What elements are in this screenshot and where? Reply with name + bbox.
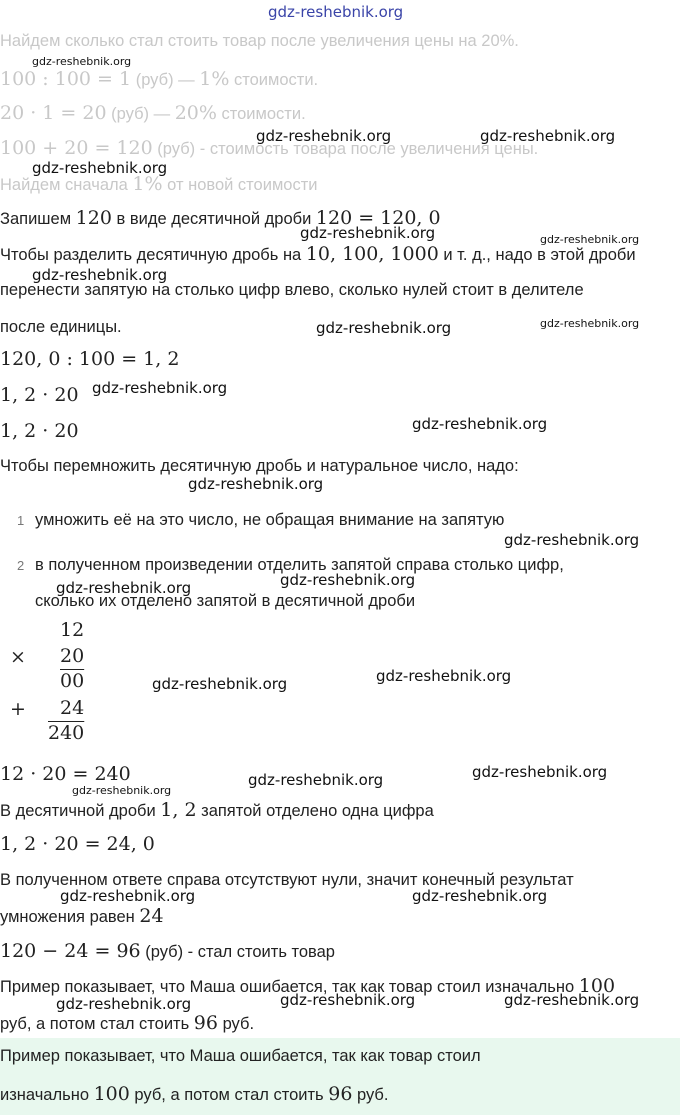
column-result: 240 (48, 722, 85, 744)
math: 100 (93, 1083, 130, 1105)
faded-text: (руб) — (131, 71, 200, 89)
watermark: gdz-reshebnik.org (32, 266, 168, 284)
column-num: 24 (60, 697, 85, 719)
watermark: gdz-reshebnik.org (316, 319, 452, 337)
faded-line-1: Найдем сколько стал стоить товар после увеличения цены на 20%. (0, 32, 519, 50)
watermark: gdz-reshebnik.org (92, 379, 228, 397)
math: 96 (328, 1083, 353, 1105)
faded-line-2 (0, 68, 318, 90)
watermark: gdz-reshebnik.org (256, 127, 392, 145)
math-line: 1, 2 · 20 (0, 420, 79, 442)
answer-line-2 (0, 1083, 388, 1105)
watermark: gdz-reshebnik.org (412, 415, 548, 433)
answer-box (0, 1038, 680, 1115)
math: 1, 2 (160, 799, 197, 821)
text: руб, а потом стал стоить (0, 1015, 194, 1033)
step-number: 2 (17, 558, 25, 573)
text: Пример показывает, что Маша ошибается, так как товар стоил изначально (0, 978, 579, 996)
text: изначально (0, 1086, 94, 1104)
watermark: gdz-reshebnik.org (540, 233, 640, 246)
watermark: gdz-reshebnik.org (152, 675, 288, 693)
faded-math: 1% (132, 173, 163, 195)
watermark: gdz-reshebnik.org (280, 571, 416, 589)
text-line (0, 1012, 254, 1034)
faded-text: стоимости. (216, 105, 306, 123)
math: 10, 100, 1000 (305, 243, 439, 265)
text: запятой отделено одна цифра (196, 802, 434, 820)
text-line (0, 905, 164, 927)
faded-math: 1% (199, 68, 230, 90)
watermark: gdz-reshebnik.org (32, 55, 132, 68)
text: Запишем (0, 210, 76, 228)
text-line (0, 243, 636, 265)
faded-line-3 (0, 102, 306, 124)
step-text: умножить её на это число, не обращая внимание на запятую (35, 511, 505, 529)
text: в виде десятичной дроби (111, 210, 316, 228)
text: Чтобы разделить десятичную дробь на (0, 246, 306, 264)
faded-text: (руб) - стоимость товара после увеличения цены. (152, 140, 539, 158)
math-line: 1, 2 · 20 = 24, 0 (0, 833, 155, 855)
answer-line-1: Пример показывает, что Маша ошибается, так как товар стоил (0, 1047, 481, 1065)
plus-sign: + (10, 698, 26, 720)
text-line: Чтобы перемножить десятичную дробь и натуральное число, надо: (0, 457, 519, 475)
math-line: 1, 2 · 20 (0, 384, 79, 406)
text: руб. (352, 1086, 389, 1104)
watermark: gdz-reshebnik.org (480, 127, 616, 145)
text-line (0, 940, 335, 962)
watermark: gdz-reshebnik.org (56, 579, 192, 597)
text: (руб) - стал стоить товар (140, 943, 335, 961)
watermark: gdz-reshebnik.org (280, 991, 416, 1009)
watermark-top: gdz-reshebnik.org (268, 3, 404, 21)
column-num: 12 (60, 619, 85, 641)
watermark: gdz-reshebnik.org (504, 531, 640, 549)
step-text: в полученном произведении отделить запятой справа столько цифр, (35, 556, 564, 574)
text-line: В полученном ответе справа отсутствуют нули, значит конечный результат (0, 871, 574, 889)
text-line: после единицы. (0, 318, 122, 336)
math-line: 12 · 20 = 240 (0, 763, 131, 785)
faded-text: (руб) — (106, 105, 175, 123)
watermark: gdz-reshebnik.org (248, 771, 384, 789)
watermark: gdz-reshebnik.org (376, 667, 512, 685)
text: руб. (217, 1015, 255, 1033)
math: 24 (139, 905, 164, 927)
watermark: gdz-reshebnik.org (300, 224, 436, 242)
watermark: gdz-reshebnik.org (56, 995, 192, 1013)
watermark: gdz-reshebnik.org (32, 159, 168, 177)
column-num: 20 (60, 645, 85, 667)
watermark: gdz-reshebnik.org (60, 887, 196, 905)
math: 100 (578, 975, 616, 997)
watermark: gdz-reshebnik.org (412, 887, 548, 905)
watermark: gdz-reshebnik.org (72, 784, 172, 797)
text-line: перенести запятую на столько цифр влево, сколько нулей стоит в делителе (0, 281, 584, 299)
times-sign: × (10, 646, 26, 668)
text: умножения равен (0, 908, 140, 926)
text-line (0, 799, 434, 821)
step-number: 1 (17, 513, 25, 528)
faded-text: от новой стоимости (162, 176, 318, 194)
math: 120 (75, 207, 112, 229)
faded-math: 20 · 1 = 20 (0, 102, 107, 124)
watermark: gdz-reshebnik.org (472, 763, 608, 781)
math: 120 − 24 = 96 (0, 940, 141, 962)
faded-math: 20% (174, 102, 217, 124)
math: 120 = 120, 0 (315, 207, 441, 229)
watermark: gdz-reshebnik.org (504, 991, 640, 1009)
text: В десятичной дроби (0, 802, 161, 820)
step-text: сколько их отделено запятой в десятичной дроби (35, 592, 416, 610)
watermark: gdz-reshebnik.org (188, 475, 324, 493)
math: 96 (193, 1012, 218, 1034)
faded-text: Найдем сначала (0, 176, 133, 194)
faded-text: стоимости. (229, 71, 319, 89)
text: руб, а потом стал стоить (129, 1086, 329, 1104)
math-line: 120, 0 : 100 = 1, 2 (0, 348, 180, 370)
faded-math: 100 + 20 = 120 (0, 137, 153, 159)
watermark: gdz-reshebnik.org (540, 317, 640, 330)
text: и т. д., надо в этой дроби (438, 246, 636, 264)
faded-math: 100 : 100 = 1 (0, 68, 132, 90)
column-num: 00 (60, 670, 85, 692)
